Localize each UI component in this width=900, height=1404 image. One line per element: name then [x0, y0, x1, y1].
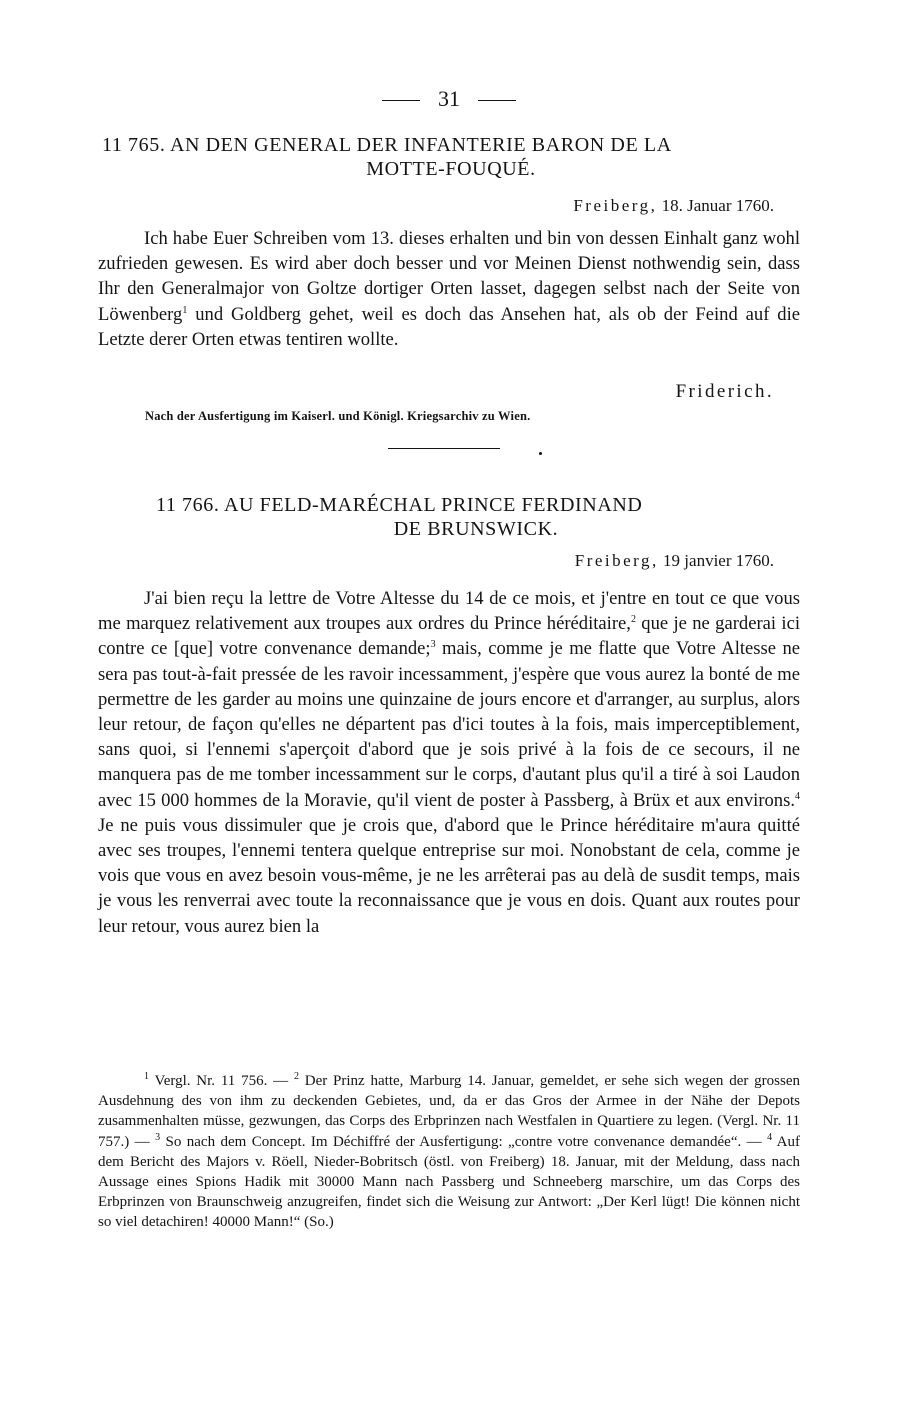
letter-11766-dateline [575, 550, 774, 572]
letter-11765-body [98, 226, 800, 352]
letter-11765-paragraph [98, 226, 800, 352]
footnote-ref-1: 1 [182, 304, 188, 316]
page-number: 31 [438, 86, 460, 111]
footnote-ref-4: 4 [795, 790, 800, 802]
footnote-4-text: Auf dem Bericht des Majors v. Röell, Nieder-Bobritsch (östl. von Freiberg) 18. Januar, mit der Meldung, dass nach Aussage eines Spions Hadik mit 30000 Mann nach Passberg und Schneeberg marschire, um das Corps des Erbprinzen von Braunschweig anzugreifen, findet sich die Weisung zur Antwort: „Der Kerl lügt! Die können nicht so viel detachiren! 40000 Mann!“ (So.) [98, 1133, 800, 1231]
footnote-4-number: 4 [767, 1131, 773, 1143]
letter-11765-title-line2: MOTTE-FOUQUÉ. [366, 158, 536, 180]
footnotes-paragraph [98, 1071, 800, 1233]
section-separator [388, 448, 500, 449]
letter-11766-title-line1: 11 766. AU FELD-MARÉCHAL PRINCE FERDINAND [156, 494, 643, 516]
letter-11766-title [156, 493, 796, 541]
letter-11766-text-1: J'ai bien reçu la lettre de Votre Altesse du 14 de ce mois, et j'entre en tout ce que vous me marquez relativement aux troupes aux ordres du Prince héréditaire, [98, 588, 800, 635]
letter-11765-date: 18. Januar 1760. [657, 196, 774, 215]
footnote-3-text: So nach dem Concept. Im Déchiffré der Ausfertigung: „contre votre convenance demandée“. — [160, 1133, 768, 1150]
letter-11765-place: Freiberg, [573, 196, 658, 215]
footnote-3-number: 3 [155, 1131, 161, 1143]
source-note: Nach der Ausfertigung im Kaiserl. und Königl. Kriegsarchiv zu Wien. [145, 409, 531, 423]
header-rule-right [478, 100, 516, 101]
letter-11766-text-4: Je ne puis vous dissimuler que je crois que, d'abord que le Prince héréditaire m'aura quitté avec ses troupes, l'ennemi tentera quelque entreprise sur moi. Nonobstant de cela, comme je vois que vous en avez besoin vous-même, je ne les arrêterai pas au delà de susdit temps, mais je vous les renverrai avec toute la reconnaissance que je vous en dois. Quant aux routes pour leur retour, vous aurez bien la [98, 814, 800, 937]
letter-11765-text-cont: und Goldberg gehet, weil es doch das Ansehen hat, als ob der Feind auf die Letzte derer Orten etwas tentiren wollte. [98, 303, 800, 350]
footnote-ref-3: 3 [430, 639, 436, 651]
separator-dot [539, 452, 542, 455]
letter-11766-text-3: mais, comme je me flatte que Votre Altesse ne sera pas tout-à-fait pressée de les ravoir incessamment, j'espère que vous aurez la bonté de me permettre de les garder au moins une quinzaine de jours encore et d'arranger, au surplus, alors leur retour, de façon qu'elles ne départent pas d'ici toutes à la fois, mais imperceptiblement, sans quoi, si l'ennemi s'aperçoit d'abord que je sois privé à la fois de ce secours, il ne manquera pas de me tomber incessamment sur le corps, d'autant plus qu'il a tiré à soi Laudon avec 15 000 hommes de la Moravie, qu'il vient de poster à Passberg, à Brüx et aux environs. [98, 638, 800, 811]
letter-11765-dateline [573, 195, 774, 217]
letter-11766-place: Freiberg, [574, 551, 659, 570]
footnote-ref-2: 2 [630, 614, 636, 626]
footnotes [98, 1071, 800, 1233]
header-rule-left [382, 100, 420, 101]
letter-11766-title-line2: DE BRUNSWICK. [393, 518, 559, 540]
letter-11766-date: 19 janvier 1760. [658, 551, 774, 570]
footnote-2-number: 2 [293, 1071, 299, 1082]
letter-11765-title [102, 133, 800, 181]
page-header [98, 86, 800, 112]
letter-11766-paragraph [98, 586, 800, 939]
footnote-1-text: Vergl. Nr. 11 756. — [149, 1073, 294, 1089]
letter-11766-body [98, 586, 800, 939]
footnote-2-text: Der Prinz hatte, Marburg 14. Januar, gemeldet, er sehe sich wegen der grossen Ausdehnung des von ihm zu deckenden Gebietes, und, da er das Gros der Armee in der Nähe der Depots zusammenhalten müsse, gezwungen, das Corps des Erbprinzen nach Westfalen in Quartiere zu legen. (Vergl. Nr. 11 757.) — [98, 1073, 800, 1150]
letter-11765-text: Ich habe Euer Schreiben vom 13. dieses erhalten und bin von dessen Einhalt ganz wohl zufrieden gewesen. Es wird aber doch besser und vor Meinen Dienst nothwendig sein, dass Ihr den Generalmajor von Goltze dortiger Orten lasset, dagegen selbst nach der Seite von Löwenberg [98, 228, 800, 325]
signature: Friderich. [675, 381, 774, 402]
footnote-1-number: 1 [144, 1071, 149, 1082]
letter-11766-text-2: que je ne garderai ici contre ce [que] votre convenance demande; [98, 613, 800, 660]
letter-11765-title-line1: 11 765. AN DEN GENERAL DER INFANTERIE BARON DE LA [102, 134, 672, 156]
